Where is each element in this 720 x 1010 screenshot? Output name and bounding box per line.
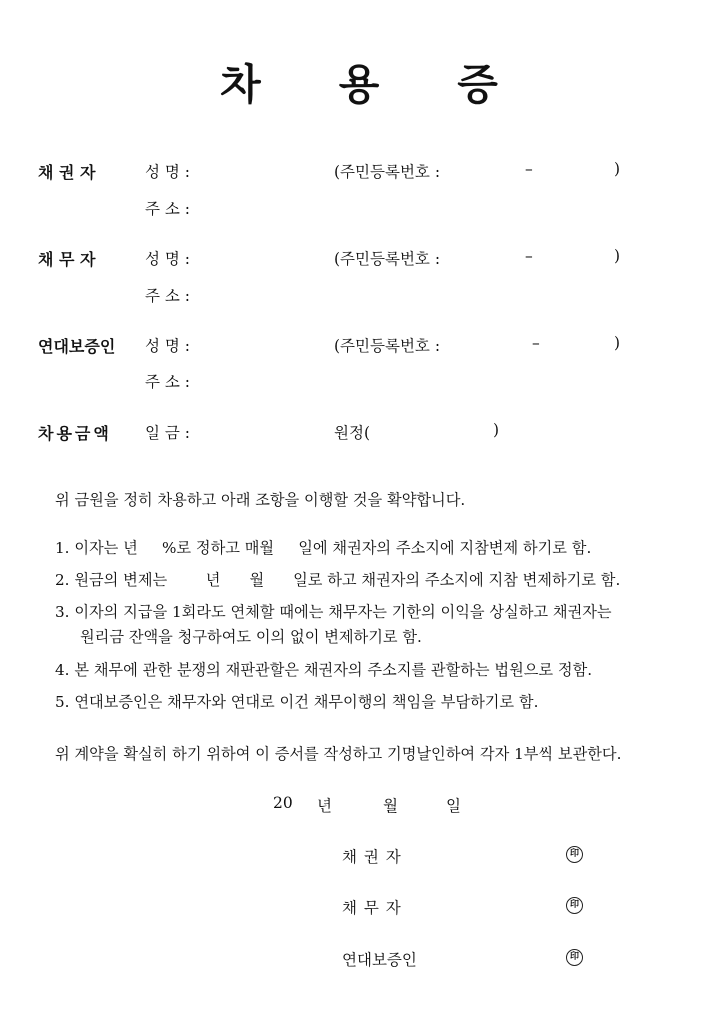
guarantor-rrn-label: (주민등록번호 :	[334, 337, 441, 355]
closing-text: 위 계약을 확실히 하기 위하여 이 증서를 작성하고 기명날인하여 각자 1부씩 보관한다.	[55, 745, 622, 763]
clause-3: 3. 이자의 지급을 1회라도 연체할 때에는 채무자는 기한의 이익을 상실하고 채권자는	[55, 603, 612, 621]
creditor-rrn-label: (주민등록번호 :	[334, 163, 441, 181]
intro-text: 위 금원을 정히 차용하고 아래 조항을 이행할 것을 확약합니다.	[55, 491, 466, 509]
clause-3-continued: 원리금 잔액을 청구하여도 이의 없이 변제하기로 함.	[80, 628, 422, 646]
seal-creditor-icon[interactable]: 印	[566, 846, 583, 863]
debtor-rrn-label: (주민등록번호 :	[334, 250, 441, 268]
amount-won-close: )	[493, 421, 500, 439]
amount-field[interactable]: 일 금 :	[145, 424, 191, 442]
seal-debtor-icon[interactable]: 印	[566, 897, 583, 914]
debtor-name-field[interactable]: 성 명 :	[145, 250, 191, 268]
creditor-label: 채 권 자	[38, 163, 96, 182]
debtor-rrn-dash: –	[525, 247, 533, 265]
guarantor-address-field[interactable]: 주 소 :	[145, 373, 191, 391]
debtor-address-field[interactable]: 주 소 :	[145, 287, 191, 305]
document-title	[0, 52, 720, 112]
amount-won-open: 원정(	[334, 424, 370, 442]
amount-label: 차용금액	[38, 424, 112, 443]
date-month-label: 월	[383, 797, 398, 815]
title-char-1: 차	[220, 60, 263, 109]
clause-5: 5. 연대보증인은 채무자와 연대로 이건 채무이행의 책임을 부담하기로 함.	[55, 693, 539, 711]
guarantor-label: 연대보증인	[38, 337, 116, 356]
title-char-2: 용	[338, 60, 382, 109]
guarantor-rrn-close: )	[614, 334, 621, 352]
creditor-rrn-close: )	[614, 160, 621, 178]
signer-guarantor-label: 연대보증인	[342, 951, 417, 969]
creditor-address-field[interactable]: 주 소 :	[145, 200, 191, 218]
debtor-rrn-close: )	[614, 247, 621, 265]
signer-debtor-label: 채 무 자	[342, 899, 402, 917]
guarantor-rrn-dash: –	[532, 334, 540, 352]
seal-guarantor-icon[interactable]: 印	[566, 949, 583, 966]
date-year-prefix[interactable]: 20	[273, 794, 293, 812]
creditor-name-field[interactable]: 성 명 :	[145, 163, 191, 181]
date-day-label: 일	[446, 797, 461, 815]
clause-1: 1. 이자는 년 %로 정하고 매월 일에 채권자의 주소지에 지참변제 하기로 함.	[55, 539, 592, 557]
clause-4: 4. 본 채무에 관한 분쟁의 재판관할은 채권자의 주소지를 관할하는 법원으로 정함.	[55, 661, 593, 679]
date-year-label: 년	[317, 797, 332, 815]
creditor-rrn-dash: –	[525, 160, 533, 178]
debtor-label: 채 무 자	[38, 250, 96, 269]
signer-creditor-label: 채 권 자	[342, 848, 402, 866]
clause-2: 2. 원금의 변제는 년 월 일로 하고 채권자의 주소지에 지참 변제하기로 함.	[55, 571, 621, 589]
guarantor-name-field[interactable]: 성 명 :	[145, 337, 191, 355]
title-char-3: 증	[457, 60, 500, 109]
